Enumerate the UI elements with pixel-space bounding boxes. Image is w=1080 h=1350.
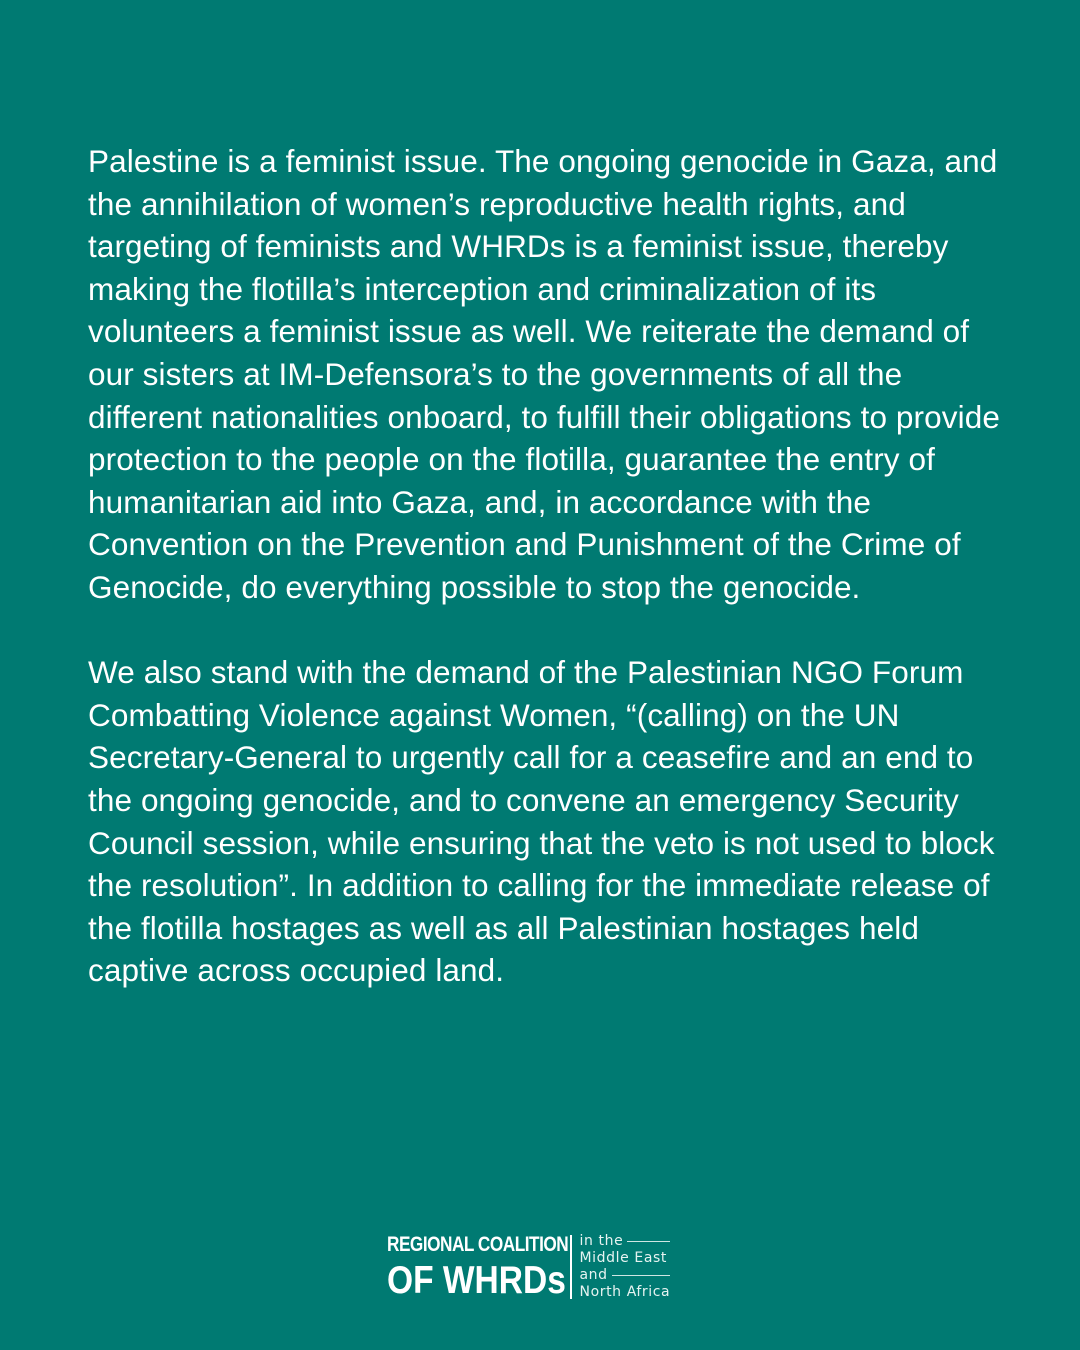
logo-rule xyxy=(612,1275,671,1276)
logo-region xyxy=(580,1233,671,1301)
logo-region-row-2 xyxy=(580,1250,671,1267)
logo-title-line1: REGIONAL COALITION xyxy=(387,1233,569,1256)
logo-region-line4: North Africa xyxy=(579,1284,671,1300)
statement-paragraph-2: We also stand with the demand of the Palestinian NGO Forum Combatting Violence against Women, “(calling) on the UN Secretary-General to urgently call for a ceasefire and an end to the ongoing genocide, and to convene an emergency Security Council session, while ensuring that the veto is not used to block the resolution”. In addition to calling for the immediate release of the flotilla hostages as well as all Palestinian hostages held captive across occupied land. xyxy=(88,654,995,989)
logo-region-row-1 xyxy=(580,1233,671,1250)
coalition-logo xyxy=(387,1233,670,1301)
logo-region-row-4 xyxy=(580,1284,671,1301)
logo-region-line3: and xyxy=(579,1267,608,1283)
logo-title-line2: OF WHRDs xyxy=(387,1259,566,1302)
logo-region-row-3 xyxy=(580,1267,671,1284)
logo-divider xyxy=(570,1235,572,1299)
logo-wordmark xyxy=(387,1233,567,1301)
logo-region-line2: Middle East xyxy=(579,1250,668,1266)
statement-text xyxy=(88,140,1008,992)
logo-region-line1: in the xyxy=(579,1233,624,1249)
logo-rule xyxy=(627,1241,670,1242)
statement-paragraph-1: Palestine is a feminist issue. The ongoing genocide in Gaza, and the annihilation of women’s reproductive health rights, and targeting of feminists and WHRDs is a feminist issue, thereby making the flotilla’s interception and criminalization of its volunteers a feminist issue as well. We reiterate the demand of our sisters at IM-Defensora’s to the governments of all the different nationalities onboard, to fulfill their obligations to provide protection to the people on the flotilla, guarantee the entry of humanitarian aid into Gaza, and, in accordance with the Convention on the Prevention and Punishment of the Crime of Genocide, do everything possible to stop the genocide. xyxy=(88,143,1000,605)
